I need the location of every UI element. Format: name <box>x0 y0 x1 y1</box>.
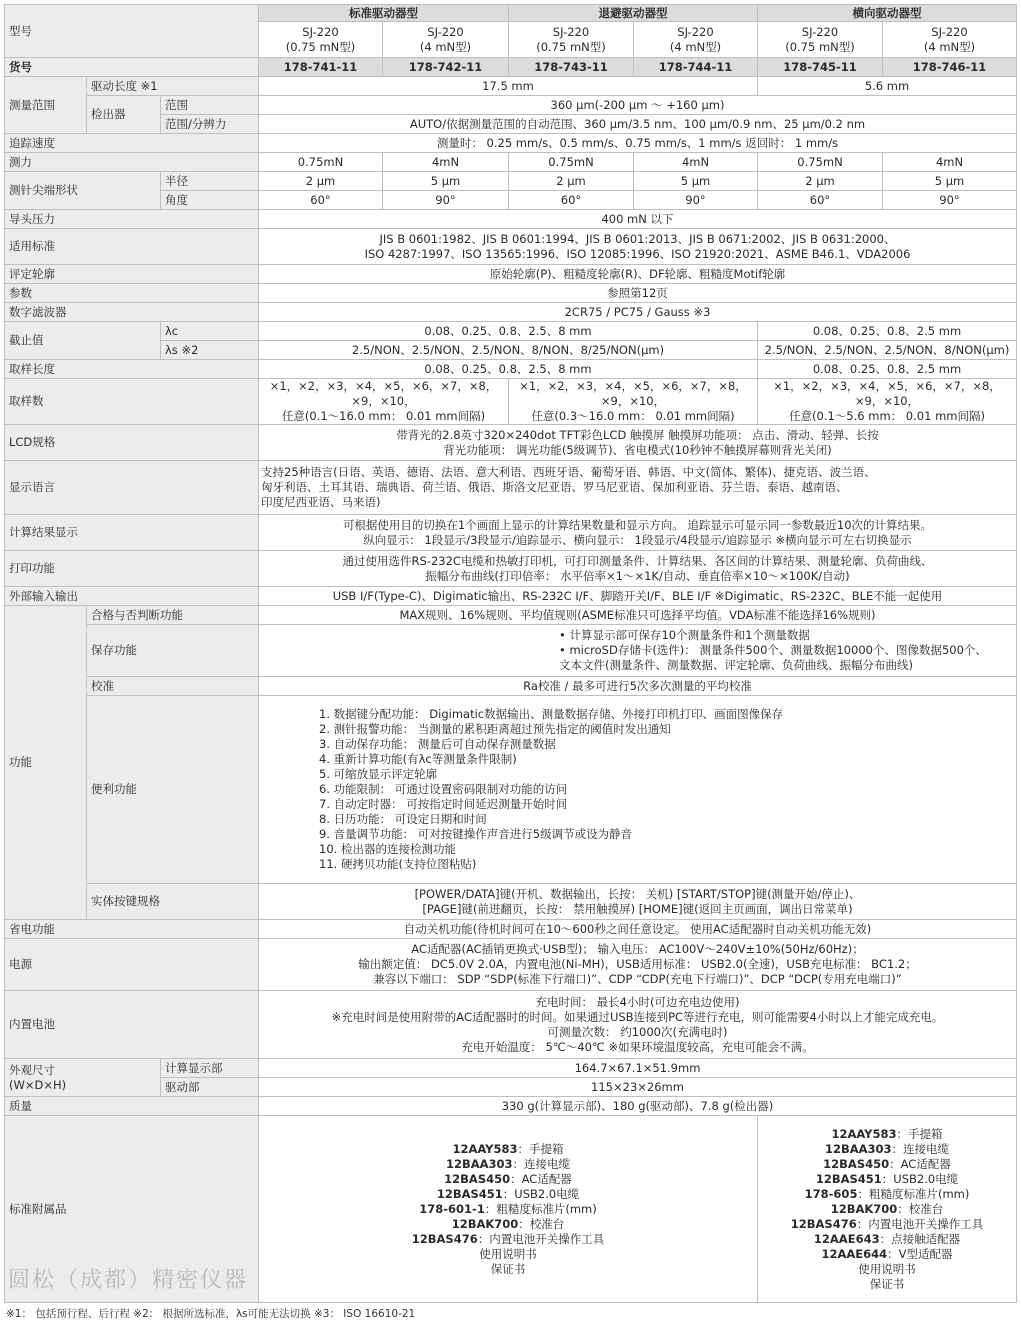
drive-len-label: 驱动长度 ※1 <box>87 77 259 96</box>
conv-item: 7. 自动定时器： 可按指定时间延迟测量开始时间 <box>319 797 568 811</box>
speed-label: 追踪速度 <box>5 134 259 153</box>
save-label: 保存功能 <box>87 625 259 677</box>
param: 参照第12页 <box>259 284 1017 303</box>
watermark: 圆松（成都）精密仪器 <box>8 1268 249 1293</box>
dim-calc: 164.7×67.1×51.9mm <box>259 1059 1017 1078</box>
guide-label: 导头压力 <box>5 210 259 229</box>
samp-n-1: ×1，×2，×3，×4，×5，×6，×7，×8，×9，×10， 任意(0.1～16.0 mm： 0.01 mm间隔) <box>259 379 509 425</box>
func-label: 功能 <box>5 606 87 920</box>
model-label: 型号 <box>5 5 259 58</box>
det-range: 360 μm(-200 μm ～ +160 μm) <box>259 96 1017 115</box>
conv-item: 4. 重新计算功能(有λc等测量条件限制) <box>319 752 517 766</box>
part-2: 178-742-11 <box>383 58 509 77</box>
acc-item: 12AAE644：V型适配器 <box>821 1246 953 1261</box>
key-label: 实体按键规格 <box>87 884 259 920</box>
conv-item: 1. 数据键分配功能： Digimatic数据输出、测量数据存储、外接打印机打印、画面图像保存 <box>319 707 784 721</box>
part-label: 货号 <box>5 58 259 77</box>
tip-radius-2: 5 μm <box>383 172 509 191</box>
calc-label: 计算结果显示 <box>5 515 259 551</box>
acc-item: 12BAS451：USB2.0电缆 <box>436 1186 580 1201</box>
conv-list <box>259 696 1017 884</box>
tip-label: 测针尖端形状 <box>5 172 161 210</box>
acc-item: 12BAA303：连接电缆 <box>824 1141 950 1156</box>
judge: MAX规则、16%规则、平均值规则(ASME标准只可选择平均值。VDA标准不能选择16%规则) <box>259 606 1017 625</box>
battery: 充电时间： 最长4小时(可边充电边使用) ※充电时间是使用附带的AC适配器时的时间。如果通过USB连接到PC等进行充电，则可能需要4小时以上才能完成充电。 可测量次数： 约1000次(充满电时) 充电开始温度： 5℃～40℃ ※如果环境温度较高，充电可能会不满。 <box>259 991 1017 1059</box>
std: JIS B 0601:1982、JIS B 0601:1994、JIS B 0601:2013、JIS B 0671:2002、JIS B 0631:2000、 ISO 4287:1997、ISO 13565:1996、ISO 12085:1996、ISO 21920:2021、ASME B46.1、VDA2006 <box>259 229 1017 265</box>
model-5: SJ-220 (0.75 mN型) <box>758 22 883 58</box>
lc-1: 0.08、0.25、0.8、2.5、8 mm <box>259 322 758 341</box>
tip-angle-2: 90° <box>383 191 509 210</box>
model-4: SJ-220 (4 mN型) <box>634 22 758 58</box>
acc-item: 178-605：粗糙度标准片(mm) <box>804 1186 970 1201</box>
print: 通过使用选件RS-232C电缆和热敏打印机，可打印测量条件、计算结果、各区间的计算结果、测量轮廓、负荷曲线、 振幅分布曲线(打印倍率： 水平倍率×1～×1K/自动、垂直倍率×10～×100K/自动) <box>259 551 1017 587</box>
acc-item: 12AAE643：点接触适配器 <box>813 1231 961 1246</box>
samp-len-label: 取样长度 <box>5 360 259 379</box>
acc-label: 标准附属品 <box>5 1116 259 1303</box>
range-label: 测量范围 <box>5 77 87 134</box>
group-retract: 退避驱动器型 <box>509 5 758 22</box>
samp-len-2: 0.08、0.25、0.8、2.5 mm <box>758 360 1017 379</box>
cal: Ra校准 / 最多可进行5次多次测量的平均校准 <box>259 677 1017 696</box>
io: USB I/F(Type-C)、Digimatic输出、RS-232C I/F、脚踏开关I/F、BLE I/F ※Digimatic、RS-232C、BLE不能一起使用 <box>259 587 1017 606</box>
eco: 自动关机功能(待机时间可在10～600秒之间任意设定。 使用AC适配器时自动关机功能无效) <box>259 920 1017 939</box>
power-label: 电源 <box>5 939 259 991</box>
key: [POWER/DATA]键(开机、数据输出，长按： 关机) [START/STOP]键(测量开始/停止)、 [PAGE]键(前进翻页，长按： 禁用触摸屏) [HOME]键(返回主页画面，调出日常菜单) <box>259 884 1017 920</box>
samp-n-2: ×1，×2，×3，×4，×5，×6，×7，×8，×9，×10， 任意(0.3～16.0 mm： 0.01 mm间隔) <box>509 379 758 425</box>
tip-angle-5: 60° <box>758 191 883 210</box>
ls-2: 2.5/NON、2.5/NON、2.5/NON、8/NON(μm) <box>758 341 1017 360</box>
filter-label: 数字滤波器 <box>5 303 259 322</box>
tip-angle-4: 90° <box>634 191 758 210</box>
model-2: SJ-220 (4 mN型) <box>383 22 509 58</box>
acc-item: 178-601-1：粗糙度标准片(mm) <box>419 1201 597 1216</box>
acc-item: 12BAS451：USB2.0电缆 <box>815 1171 959 1186</box>
tip-angle-3: 60° <box>509 191 634 210</box>
force-label: 测力 <box>5 153 259 172</box>
acc-item: 保证书 <box>490 1261 526 1276</box>
param-label: 参数 <box>5 284 259 303</box>
tip-angle-6: 90° <box>883 191 1017 210</box>
force-6: 4mN <box>883 153 1017 172</box>
conv-item: 9. 音量调节功能： 可对按键操作声音进行5级调节或设为静音 <box>319 827 633 841</box>
acc-item: 使用说明书 <box>479 1246 537 1261</box>
part-4: 178-744-11 <box>634 58 758 77</box>
detector-label: 检出器 <box>87 96 161 134</box>
io-label: 外部输入输出 <box>5 587 259 606</box>
tip-radius-6: 5 μm <box>883 172 1017 191</box>
calc: 可根据使用目的切换在1个画面上显示的计算结果数量和显示方向。 追踪显示可显示同一参数最近10次的计算结果。 纵向显示： 1段显示/3段显示/追踪显示、横向显示： 1段显示/4段显示/追踪显示 ※横向显示可左右切换显示 <box>259 515 1017 551</box>
cal-label: 校准 <box>87 677 259 696</box>
lang: 支持25种语言(日语、英语、德语、法语、意大利语、西班牙语、葡萄牙语、韩语、中文(简体、繁体)、捷克语、波兰语、 匈牙利语、土耳其语、瑞典语、荷兰语、俄语、斯洛文尼亚语、罗马尼亚语、保加利亚语、芬兰语、泰语、越南语、 印度尼西亚语、马来语) <box>259 461 1017 515</box>
group-standard: 标准驱动器型 <box>259 5 509 22</box>
part-3: 178-743-11 <box>509 58 634 77</box>
lc-2: 0.08、0.25、0.8、2.5 mm <box>758 322 1017 341</box>
guide: 400 mN 以下 <box>259 210 1017 229</box>
det-range-label: 范围 <box>161 96 259 115</box>
power: AC适配器(AC插销更换式·USB型)； 输入电压： AC100V～240V±10%(50Hz/60Hz)； 输出额定值： DC5.0V 2.0A，内置电池(Ni-MH)，USB适用标准： USB2.0(全速)，USB充电标准： BC1.2； 兼容以下端口： SDP “SDP(标准下行端口)”、CDP “CDP(充电下行端口)”、DCP “DCP(专用充电端口)” <box>259 939 1017 991</box>
mass-label: 质量 <box>5 1097 259 1116</box>
model-3: SJ-220 (0.75 mN型) <box>509 22 634 58</box>
det-res-label: 范围/分辨力 <box>161 115 259 134</box>
mass: 330 g(计算显示部)、180 g(驱动部)、7.8 g(检出器) <box>259 1097 1017 1116</box>
acc-item: 12AAY583：手提箱 <box>831 1126 943 1141</box>
conv-item: 6. 功能限制： 可通过设置密码限制对功能的访问 <box>319 782 568 796</box>
acc-item: 12AAY583：手提箱 <box>452 1141 564 1156</box>
acc-item: 12BAA303：连接电缆 <box>445 1156 571 1171</box>
acc-item: 12BAS476：内置电池开关操作工具 <box>790 1216 984 1231</box>
tip-angle-1: 60° <box>259 191 383 210</box>
conv-item: 8. 日历功能： 可设定日期和时间 <box>319 812 487 826</box>
part-5: 178-745-11 <box>758 58 883 77</box>
lc-label: λc <box>161 322 259 341</box>
tip-angle-label: 角度 <box>161 191 259 210</box>
lcd: 带背光的2.8英寸320×240dot TFT彩色LCD 触摸屏 触摸屏功能项： 点击、滑动、轻弹、长按 背光功能项： 调光功能(5级调节)、省电模式(10秒钟不触摸屏幕则背光关闭) <box>259 425 1017 461</box>
conv-label: 便利功能 <box>87 696 259 884</box>
profile-label: 评定轮廓 <box>5 265 259 284</box>
dim-calc-label: 计算显示部 <box>161 1059 259 1078</box>
part-6: 178-746-11 <box>883 58 1017 77</box>
samp-n-3: ×1，×2，×3，×4，×5，×6，×7，×8，×9，×10， 任意(0.1～5.6 mm： 0.01 mm间隔) <box>758 379 1017 425</box>
battery-label: 内置电池 <box>5 991 259 1059</box>
dim-label: 外观尺寸 (W×D×H) <box>5 1059 161 1097</box>
conv-item: 2. 测针报警功能： 当测量的累积距离超过预先指定的阈值时发出通知 <box>319 722 671 736</box>
ls-label: λs ※2 <box>161 341 259 360</box>
model-1: SJ-220 (0.75 mN型) <box>259 22 383 58</box>
conv-item: 11. 硬拷贝功能(支持位图粘贴) <box>319 857 477 871</box>
part-1: 178-741-11 <box>259 58 383 77</box>
ls-1: 2.5/NON、2.5/NON、2.5/NON、8/NON、8/25/NON(μm) <box>259 341 758 360</box>
model-6: SJ-220 (4 mN型) <box>883 22 1017 58</box>
samp-len-1: 0.08、0.25、0.8、2.5、8 mm <box>259 360 758 379</box>
acc-item: 使用说明书 <box>858 1261 916 1276</box>
acc-item: 保证书 <box>869 1276 905 1291</box>
tip-radius-3: 2 μm <box>509 172 634 191</box>
profile: 原始轮廓(P)、粗糙度轮廓(R)、DF轮廓、粗糙度Motif轮廓 <box>259 265 1017 284</box>
save: • 计算显示部可保存10个测量条件和1个测量数据 • microSD存储卡(选件)： 测量条件500个、测量数据10000个、图像数据500个、 文本文件(测量条件、测量数据、评定轮廓、负荷曲线、振幅分布曲线) <box>259 625 1017 677</box>
samp-n-label: 取样数 <box>5 379 259 425</box>
drive-len-1: 17.5 mm <box>259 77 758 96</box>
drive-len-2: 5.6 mm <box>758 77 1017 96</box>
std-label: 适用标准 <box>5 229 259 265</box>
acc-item: 12BAS450：AC适配器 <box>444 1171 572 1186</box>
force-3: 0.75mN <box>509 153 634 172</box>
lang-label: 显示语言 <box>5 461 259 515</box>
force-1: 0.75mN <box>259 153 383 172</box>
spec-table <box>4 4 1017 1303</box>
conv-item: 5. 可缩放显示评定轮廓 <box>319 767 438 781</box>
acc-item: 12BAK700：校准台 <box>830 1201 944 1216</box>
conv-item: 10. 检出器的连接检测功能 <box>319 842 456 856</box>
acc-item: 12BAS476：内置电池开关操作工具 <box>411 1231 605 1246</box>
acc-list-a <box>259 1116 758 1303</box>
tip-radius-1: 2 μm <box>259 172 383 191</box>
speed: 测量时： 0.25 mm/s、0.5 mm/s、0.75 mm/s、1 mm/s 返回时： 1 mm/s <box>259 134 1017 153</box>
eco-label: 省电功能 <box>5 920 259 939</box>
tip-radius-4: 5 μm <box>634 172 758 191</box>
lcd-label: LCD规格 <box>5 425 259 461</box>
acc-item: 12BAK700：校准台 <box>451 1216 565 1231</box>
dim-drive-label: 驱动部 <box>161 1078 259 1097</box>
force-4: 4mN <box>634 153 758 172</box>
tip-radius-5: 2 μm <box>758 172 883 191</box>
tip-radius-label: 半径 <box>161 172 259 191</box>
acc-item: 12BAS450：AC适配器 <box>823 1156 951 1171</box>
print-label: 打印功能 <box>5 551 259 587</box>
group-transverse: 横向驱动器型 <box>758 5 1017 22</box>
acc-list-b <box>758 1116 1017 1303</box>
footnote: ※1： 包括预行程、后行程 ※2： 根据所选标准，λs可能无法切换 ※3： ISO 16610-21 <box>6 1308 416 1320</box>
judge-label: 合格与否判断功能 <box>87 606 259 625</box>
force-5: 0.75mN <box>758 153 883 172</box>
force-2: 4mN <box>383 153 509 172</box>
conv-item: 3. 自动保存功能： 测量后可自动保存测量数据 <box>319 737 556 751</box>
dim-drive: 115×23×26mm <box>259 1078 1017 1097</box>
filter: 2CR75 / PC75 / Gauss ※3 <box>259 303 1017 322</box>
det-res: AUTO/依据测量范围的自动范围、360 μm/3.5 nm、100 μm/0.9 nm、25 μm/0.2 nm <box>259 115 1017 134</box>
cutoff-label: 截止值 <box>5 322 161 360</box>
